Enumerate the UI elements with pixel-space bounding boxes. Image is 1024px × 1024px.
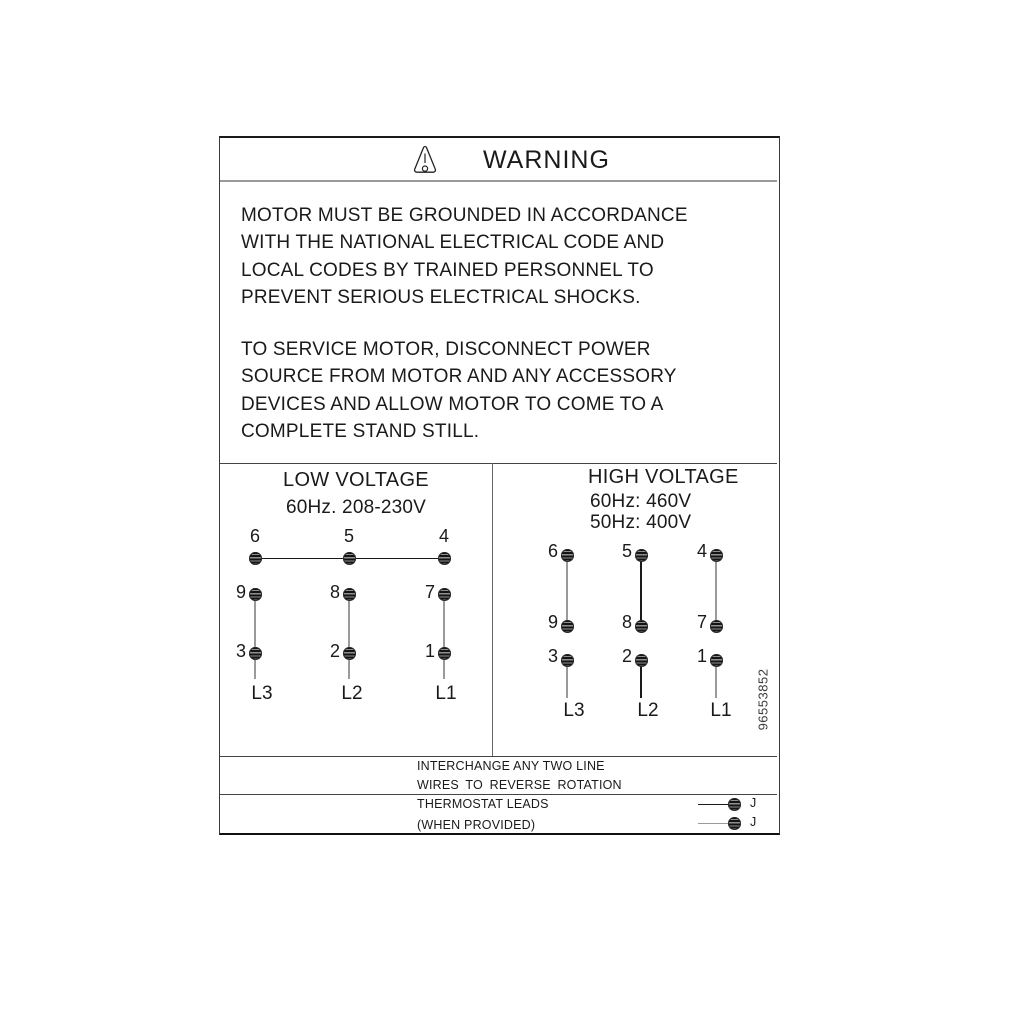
thermostat-note-line1: THERMOSTAT LEADS <box>417 797 549 811</box>
terminal-label-2: 2 <box>621 646 632 666</box>
line-lead-label-L2: L2 <box>637 700 659 721</box>
service-warning-paragraph <box>241 336 766 446</box>
terminal-label-8: 8 <box>621 612 632 632</box>
thermostat-lead-label-1: J <box>750 796 757 810</box>
terminal-dot-8 <box>635 620 648 633</box>
terminal-dot-4 <box>710 549 723 562</box>
thermostat-lead-terminal-2 <box>728 817 741 830</box>
terminal-dot-5 <box>343 552 356 565</box>
high-voltage-freq1: 60Hz: 460V <box>590 491 692 512</box>
terminal-label-5: 5 <box>621 541 632 561</box>
terminal-label-4: 4 <box>438 526 449 546</box>
thermostat-lead-wire-1 <box>698 804 728 806</box>
terminal-dot-1 <box>438 647 451 660</box>
thermostat-lead-wire-2 <box>698 823 728 825</box>
terminal-label-1: 1 <box>424 641 435 661</box>
warning-line: DEVICES AND ALLOW MOTOR TO COME TO A <box>241 393 664 415</box>
terminal-dot-3 <box>561 654 574 667</box>
warning-line: MOTOR MUST BE GROUNDED IN ACCORDANCE <box>241 205 688 226</box>
line-lead-label-L1: L1 <box>710 700 732 721</box>
diagram-bottom-border <box>220 756 777 757</box>
terminal-label-1: 1 <box>696 646 707 666</box>
header-divider <box>220 180 777 182</box>
lead-wire-9-3 <box>254 594 256 679</box>
terminal-label-2: 2 <box>329 641 340 661</box>
line-lead-label-L3: L3 <box>251 683 273 704</box>
terminal-label-9: 9 <box>235 582 246 602</box>
motor-warning-label <box>219 136 780 835</box>
warning-line: PREVENT SERIOUS ELECTRICAL SHOCKS. <box>241 287 641 309</box>
terminal-label-5: 5 <box>343 526 354 546</box>
terminal-dot-6 <box>249 552 262 565</box>
terminal-dot-6 <box>561 549 574 562</box>
terminal-label-4: 4 <box>696 541 707 561</box>
lead-wire-7-1 <box>443 594 445 679</box>
line-lead-label-L1: L1 <box>435 683 457 704</box>
terminal-dot-9 <box>561 620 574 633</box>
warning-line: TO SERVICE MOTOR, DISCONNECT POWER <box>241 339 651 360</box>
terminal-label-8: 8 <box>329 582 340 602</box>
line-lead-label-L3: L3 <box>563 700 585 721</box>
low-voltage-subtitle: 60Hz. 208-230V <box>285 497 427 518</box>
series-wire-4-7 <box>715 555 717 626</box>
terminal-dot-9 <box>249 588 262 601</box>
warning-title: WARNING <box>483 146 610 174</box>
warning-line: WITH THE NATIONAL ELECTRICAL CODE AND <box>241 232 665 254</box>
warning-line: COMPLETE STAND STILL. <box>241 421 480 443</box>
line-lead-label-L2: L2 <box>341 683 363 704</box>
terminal-dot-8 <box>343 588 356 601</box>
terminal-dot-7 <box>710 620 723 633</box>
low-voltage-title: LOW VOLTAGE <box>283 469 429 491</box>
grounding-warning-paragraph <box>241 202 766 312</box>
terminal-dot-4 <box>438 552 451 565</box>
warning-triangle-icon <box>413 144 437 174</box>
voltage-panels-divider <box>492 463 493 756</box>
terminal-label-9: 9 <box>547 612 558 632</box>
terminal-label-7: 7 <box>696 612 707 632</box>
rotation-note-line1: INTERCHANGE ANY TWO LINE <box>417 759 605 773</box>
terminal-dot-2 <box>635 654 648 667</box>
terminal-label-6: 6 <box>249 526 260 546</box>
part-number-vertical: 96553852 <box>755 668 771 731</box>
terminal-label-3: 3 <box>235 641 246 661</box>
warning-line: SOURCE FROM MOTOR AND ANY ACCESSORY <box>241 366 677 388</box>
lead-wire-8-2 <box>348 594 350 679</box>
thermostat-lead-terminal-1 <box>728 798 741 811</box>
thermostat-lead-label-2: J <box>750 815 757 829</box>
series-wire-5-8 <box>640 555 642 626</box>
terminal-label-6: 6 <box>547 541 558 561</box>
terminal-dot-3 <box>249 647 262 660</box>
terminal-dot-2 <box>343 647 356 660</box>
terminal-dot-5 <box>635 549 648 562</box>
diagram-top-border <box>220 463 777 464</box>
thermostat-note-line2: (WHEN PROVIDED) <box>417 818 536 832</box>
high-voltage-freq2: 50Hz: 400V <box>590 512 692 533</box>
terminal-dot-7 <box>438 588 451 601</box>
warning-line: LOCAL CODES BY TRAINED PERSONNEL TO <box>241 259 654 281</box>
terminal-dot-1 <box>710 654 723 667</box>
terminal-label-7: 7 <box>424 582 435 602</box>
high-voltage-title: HIGH VOLTAGE <box>588 466 739 488</box>
rotation-note-line2: WIRES TO REVERSE ROTATION <box>417 778 622 792</box>
thermostat-divider <box>220 794 777 795</box>
series-wire-6-9 <box>566 555 568 626</box>
terminal-label-3: 3 <box>547 646 558 666</box>
